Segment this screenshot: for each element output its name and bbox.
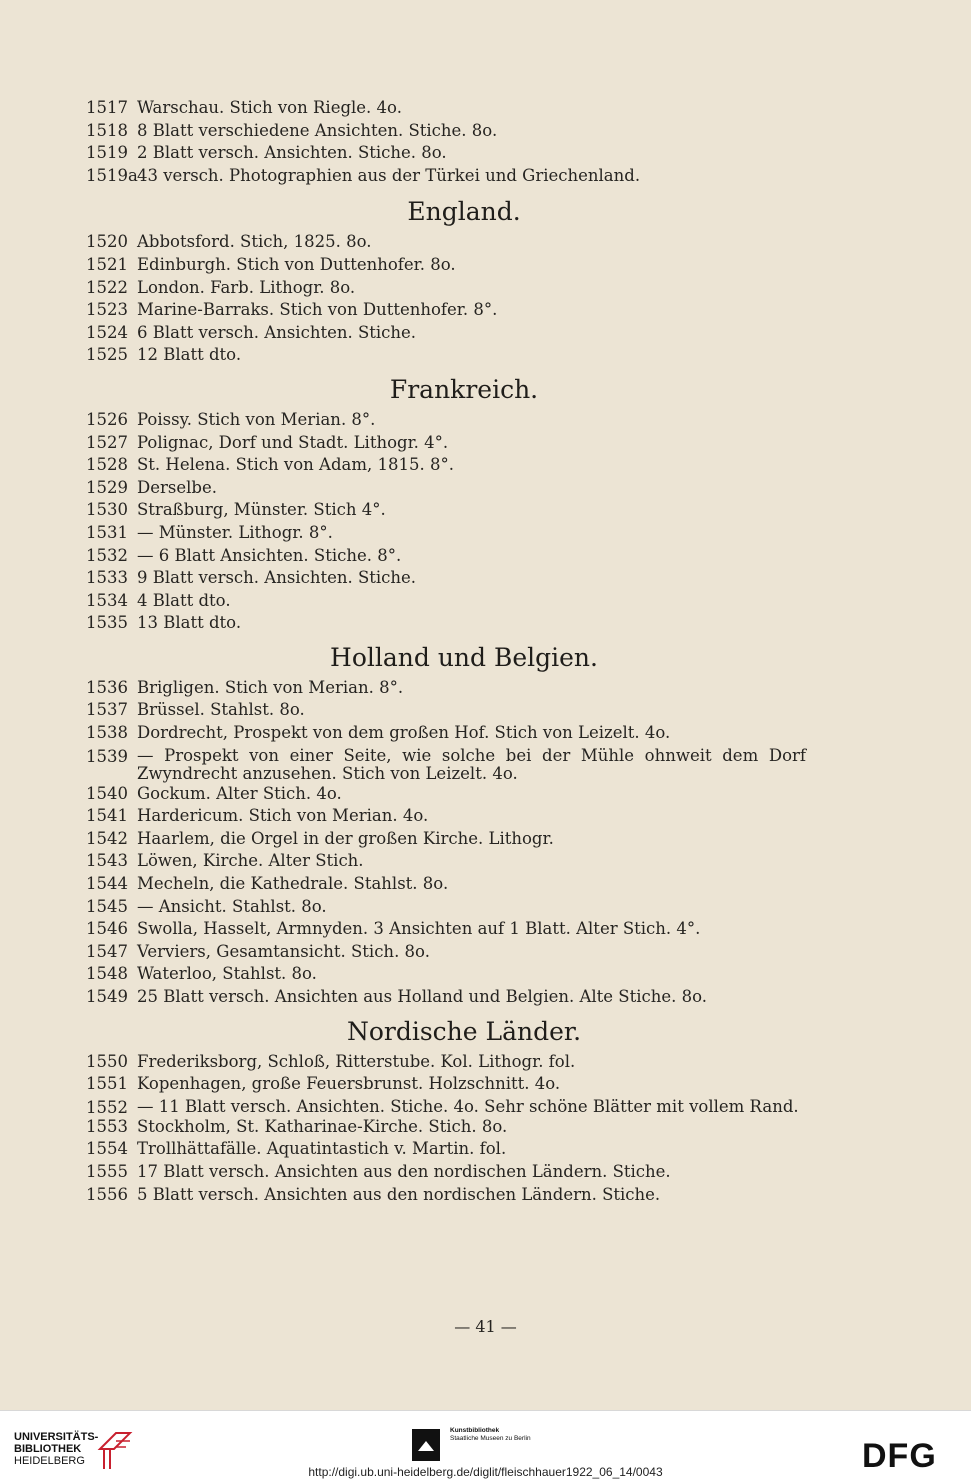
entry-number: 1548 xyxy=(86,964,128,984)
entry-number: 1535 xyxy=(86,613,128,633)
entry-text: Hardericum. Stich von Merian. 4o. xyxy=(137,806,429,826)
library-name-line1: UNIVERSITÄTS- xyxy=(14,1431,99,1443)
entry-text: Kopenhagen, große Feuersbrunst. Holzschnitt. 4o. xyxy=(137,1074,561,1094)
entry-number: 1556 xyxy=(86,1184,128,1204)
catalog-entries xyxy=(86,97,806,1206)
entry-text: Warschau. Stich von Riegle. 4o. xyxy=(137,98,402,117)
entry-number: 1545 xyxy=(86,896,128,916)
entry-number: 1550 xyxy=(86,1051,128,1071)
catalog-entry xyxy=(86,590,806,613)
entry-text: Waterloo, Stahlst. 8o. xyxy=(137,964,317,984)
entry-number: 1528 xyxy=(86,455,128,475)
entry-text: 13 Blatt dto. xyxy=(137,613,242,633)
library-name-line3: HEIDELBERG xyxy=(14,1455,85,1467)
entry-number: 1549 xyxy=(86,987,128,1006)
catalog-entry xyxy=(86,783,806,806)
entry-text: Mecheln, die Kathedrale. Stahlst. 8o. xyxy=(137,874,449,894)
catalog-entry xyxy=(86,567,806,590)
entry-text: 9 Blatt versch. Ansichten. Stiche. xyxy=(137,568,417,588)
catalog-entry xyxy=(86,677,806,700)
catalog-entry xyxy=(86,142,806,165)
kb-line1: Kunstbibliothek xyxy=(450,1427,500,1434)
entry-number: 1547 xyxy=(86,941,128,961)
catalog-entry xyxy=(86,499,806,522)
entry-text: London. Farb. Lithogr. 8o. xyxy=(137,277,356,297)
entry-text: 8 Blatt verschiedene Ansichten. Stiche. 8o. xyxy=(137,120,498,140)
catalog-entry xyxy=(86,850,806,873)
library-name-line2: BIBLIOTHEK xyxy=(14,1443,82,1455)
entry-number: 1542 xyxy=(86,828,128,848)
catalog-entry xyxy=(86,828,806,851)
catalog-entry xyxy=(86,120,806,143)
catalog-entry xyxy=(86,477,806,500)
entry-number: 1522 xyxy=(86,277,128,297)
entry-number: 1521 xyxy=(86,254,128,274)
catalog-entry xyxy=(86,699,806,722)
entry-number: 1551 xyxy=(86,1074,128,1094)
entry-number: 1546 xyxy=(86,919,128,939)
entry-text: Marine-Barraks. Stich von Duttenhofer. 8°. xyxy=(137,300,498,320)
entry-number: 1538 xyxy=(86,723,128,743)
entry-text: Löwen, Kirche. Alter Stich. xyxy=(137,851,364,871)
catalog-entry xyxy=(86,1116,806,1139)
catalog-entry xyxy=(86,1051,806,1074)
entry-text: Polignac, Dorf und Stadt. Lithogr. 4°. xyxy=(137,432,449,452)
entry-number: 1517 xyxy=(86,98,128,117)
entry-number: 1525 xyxy=(86,345,128,365)
entry-number: 1533 xyxy=(86,568,128,588)
catalog-entry xyxy=(86,986,806,1009)
catalog-entry xyxy=(86,432,806,455)
entry-number: 1519a xyxy=(86,165,138,185)
entry-text: Brigligen. Stich von Merian. 8°. xyxy=(137,677,404,697)
catalog-entry xyxy=(86,97,806,120)
entry-text: 17 Blatt versch. Ansichten aus den nordischen Ländern. Stiche. xyxy=(137,1161,671,1181)
entry-number: 1520 xyxy=(86,232,128,252)
entry-text: Swolla, Hasselt, Armnyden. 3 Ansichten auf 1 Blatt. Alter Stich. 4°. xyxy=(137,919,701,939)
catalog-entry xyxy=(86,165,806,188)
entry-text: — Prospekt von einer Seite, wie solche bei der Mühle ohnweit dem Dorf Zwyndrecht anzusehen. Stich von Leizelt. 4o. xyxy=(137,745,806,783)
catalog-entry xyxy=(86,1138,806,1161)
catalog-entry xyxy=(86,1073,806,1096)
entry-text: Stockholm, St. Katharinae-Kirche. Stich. 8o. xyxy=(137,1116,508,1136)
entry-text: 4 Blatt dto. xyxy=(137,590,231,610)
entry-text: — 11 Blatt versch. Ansichten. Stiche. 4o. Sehr schöne Blätter mit vollem Rand. xyxy=(137,1096,799,1116)
entry-text: 12 Blatt dto. xyxy=(137,345,242,365)
entry-text: Abbotsford. Stich, 1825. 8o. xyxy=(137,232,372,252)
catalog-entry xyxy=(86,454,806,477)
page-number: — 41 — xyxy=(454,1317,517,1336)
entry-number: 1532 xyxy=(86,545,128,565)
kunstbibliothek-logo[interactable] xyxy=(412,1425,562,1465)
entry-text: Poissy. Stich von Merian. 8°. xyxy=(137,409,376,429)
entry-number: 1527 xyxy=(86,432,128,452)
entry-number: 1524 xyxy=(86,322,128,342)
catalog-entry xyxy=(86,299,806,322)
catalog-entry xyxy=(86,522,806,545)
ub-heidelberg-logo[interactable] xyxy=(14,1431,98,1467)
entry-number: 1544 xyxy=(86,874,128,894)
kunstbibliothek-icon xyxy=(412,1429,440,1461)
section-heading: England. xyxy=(407,197,521,227)
entry-text: — Ansicht. Stahlst. 8o. xyxy=(137,896,327,916)
catalog-entry xyxy=(86,722,806,745)
catalog-entry xyxy=(86,963,806,986)
entry-text: 6 Blatt versch. Ansichten. Stiche. xyxy=(137,322,417,342)
entry-text: — Münster. Lithogr. 8°. xyxy=(137,522,333,542)
entry-number: 1555 xyxy=(86,1161,128,1181)
entry-text: Gockum. Alter Stich. 4o. xyxy=(137,783,342,803)
entry-number: 1531 xyxy=(86,522,128,542)
entry-number: 1530 xyxy=(86,500,128,520)
catalog-entry xyxy=(86,941,806,964)
entry-text: 5 Blatt versch. Ansichten aus den nordischen Ländern. Stiche. xyxy=(137,1184,661,1204)
section-heading: Frankreich. xyxy=(389,374,539,404)
entry-number: 1534 xyxy=(86,590,128,610)
catalog-entry xyxy=(86,805,806,828)
entry-text: Trollhättafälle. Aquatintastich v. Martin. fol. xyxy=(137,1139,507,1159)
catalog-entry xyxy=(86,254,806,277)
catalog-entry xyxy=(86,896,806,919)
section-heading: Holland und Belgien. xyxy=(330,642,598,672)
entry-number: 1541 xyxy=(86,806,128,826)
entry-number: 1539 xyxy=(86,746,128,766)
entry-number: 1526 xyxy=(86,409,128,429)
entry-number: 1537 xyxy=(86,700,128,720)
entry-text: Straßburg, Münster. Stich 4°. xyxy=(137,500,386,520)
entry-number: 1540 xyxy=(86,783,128,803)
section-heading: Nordische Länder. xyxy=(346,1016,582,1046)
catalog-entry xyxy=(86,344,806,367)
entry-number: 1518 xyxy=(86,120,128,140)
entry-text: — 6 Blatt Ansichten. Stiche. 8°. xyxy=(137,545,402,565)
entry-text: Verviers, Gesamtansicht. Stich. 8o. xyxy=(137,941,430,961)
catalog-entry xyxy=(86,1096,806,1116)
entry-number: 1553 xyxy=(86,1116,128,1136)
source-url[interactable]: http://digi.ub.uni-heidelberg.de/diglit/fleischhauer1922_06_14/0043 xyxy=(308,1465,663,1479)
catalog-entry xyxy=(86,873,806,896)
entry-number: 1536 xyxy=(86,677,128,697)
kb-line2: Staatliche Museen zu Berlin xyxy=(450,1435,531,1442)
entry-text: 2 Blatt versch. Ansichten. Stiche. 8o. xyxy=(137,143,447,163)
entry-text: Edinburgh. Stich von Duttenhofer. 8o. xyxy=(137,254,456,274)
catalog-entry xyxy=(86,745,806,783)
dfg-logo[interactable]: DFG xyxy=(862,1437,937,1475)
entry-text: Haarlem, die Orgel in der großen Kirche. Lithogr. xyxy=(137,828,554,848)
catalog-entry xyxy=(86,918,806,941)
catalog-entry xyxy=(86,545,806,568)
entry-number: 1552 xyxy=(86,1097,128,1117)
entry-text: St. Helena. Stich von Adam, 1815. 8°. xyxy=(137,455,454,475)
entry-number: 1519 xyxy=(86,143,128,163)
catalog-entry xyxy=(86,409,806,432)
entry-text: Brüssel. Stahlst. 8o. xyxy=(137,700,305,720)
entry-text: Frederiksborg, Schloß, Ritterstube. Kol. Lithogr. fol. xyxy=(137,1051,576,1071)
catalog-entry xyxy=(86,277,806,300)
entry-number: 1543 xyxy=(86,851,128,871)
catalog-entry xyxy=(86,231,806,254)
catalog-entry xyxy=(86,1161,806,1184)
entry-text: Derselbe. xyxy=(137,477,217,497)
entry-number: 1554 xyxy=(86,1139,128,1159)
entry-text: 43 versch. Photographien aus der Türkei und Griechenland. xyxy=(137,165,641,185)
catalog-entry xyxy=(86,612,806,635)
entry-text: Dordrecht, Prospekt von dem großen Hof. Stich von Leizelt. 4o. xyxy=(137,723,671,743)
entry-number: 1529 xyxy=(86,477,128,497)
entry-text: 25 Blatt versch. Ansichten aus Holland und Belgien. Alte Stiche. 8o. xyxy=(137,987,708,1006)
catalog-entry xyxy=(86,322,806,345)
entry-number: 1523 xyxy=(86,300,128,320)
catalog-entry xyxy=(86,1184,806,1207)
